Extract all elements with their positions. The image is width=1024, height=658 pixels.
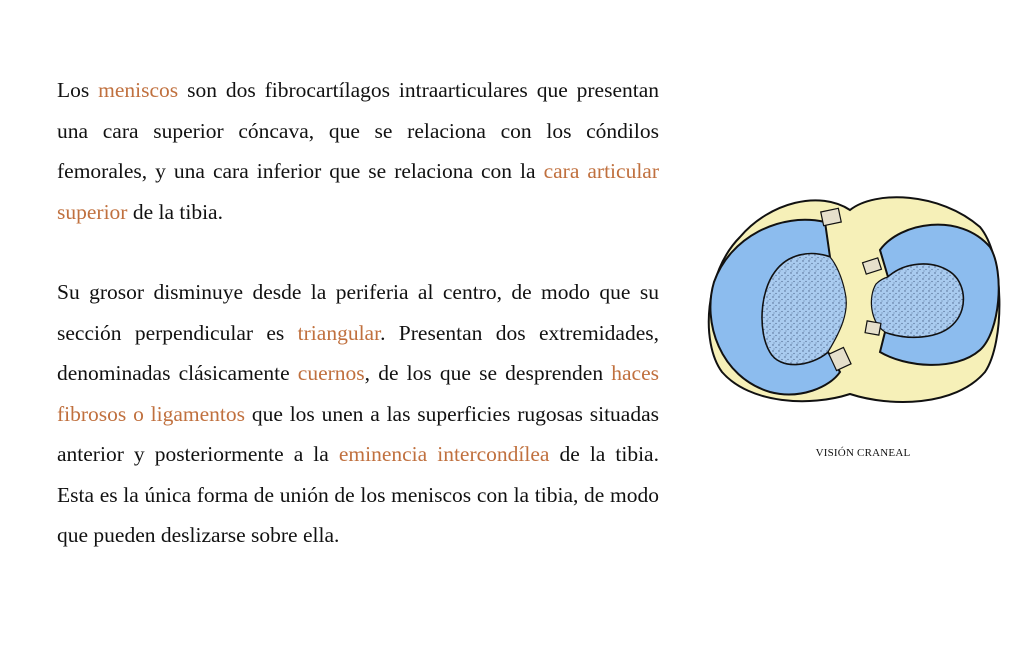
text-segment: . Presentan dos extremidades, denominadas clásicamente [57, 320, 659, 385]
text-column [57, 70, 659, 556]
ligament-anterior-medial [821, 208, 842, 225]
highlight-cara-articular-superior: cara articular superior [57, 159, 659, 224]
highlight-haces-fibrosos: haces fibrosos o ligamentos [57, 361, 659, 426]
meniscus-drawing [700, 182, 1010, 432]
text-segment: Su grosor disminuye desde la periferia al centro, de modo que su sección perpendicular es [57, 280, 659, 345]
text-segment: de la tibia. Esta es la única forma de unión de los meniscos con la tibia, de modo que pueden deslizarse sobre ella. [57, 442, 659, 547]
paragraph-meniscos-structure [57, 272, 659, 556]
highlight-triangular: triangular [297, 320, 381, 345]
paragraph-meniscos-definition [57, 70, 659, 232]
text-segment: son dos fibrocartílagos intraarticulares que presentan una cara superior cóncava, que se relaciona con los cóndilos femorales, y una cara inferior que se relaciona con la [57, 78, 660, 183]
highlight-cuernos: cuernos [297, 361, 365, 385]
text-segment: Los [57, 78, 99, 102]
meniscus-illustration [700, 182, 1010, 472]
text-segment: de la tibia. [127, 199, 223, 224]
text-segment: que los unen a las superficies rugosas situadas anterior y posteriormente a la [57, 401, 659, 466]
text-segment: , de los que se desprenden [364, 361, 612, 385]
ligament-posterior-lateral [865, 321, 881, 335]
highlight-eminencia-intercondilea: eminencia intercondílea [338, 442, 550, 466]
highlight-meniscos: meniscos [98, 78, 179, 102]
figure-caption: VISIÓN CRANEAL [815, 447, 911, 459]
